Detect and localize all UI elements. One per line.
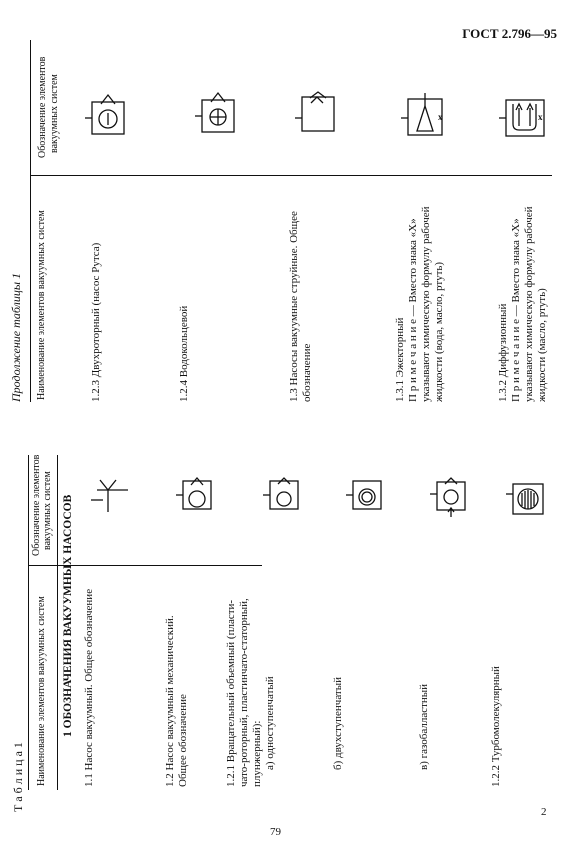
row-1-3-1-note-2: указывают химическую формулу рабочей xyxy=(420,206,432,402)
symbol-pump-ejector xyxy=(401,93,442,135)
row-1-2-3-label: 1.2.3 Двухроторный (насос Рутса) xyxy=(90,242,102,402)
row-1-2-label-2: Общее обозначение xyxy=(177,694,189,787)
row-1-2-1-label-3: плунжерный): xyxy=(251,720,263,787)
row-1-3-2-label: 1.3.2 Диффузионный xyxy=(497,303,509,402)
row-1-2-1-label-2: чато-роторный, пластинчато-статорный, xyxy=(238,598,250,787)
left-header-symbol-2: вакуумных систем xyxy=(42,471,53,550)
symbol-pump-jet xyxy=(295,92,334,131)
page-number-center: 79 xyxy=(270,826,281,838)
symbol-pump-roots xyxy=(85,95,124,134)
diffusion-x-mark: x xyxy=(538,112,543,122)
row-1-2-1-label-4: а) одноступенчатый xyxy=(264,676,276,770)
left-header-name: Наименование элементов вакуумных систем xyxy=(36,596,47,786)
row-1-3-label: 1.3 Насосы вакуумные струйные. Общее xyxy=(288,211,300,402)
right-header-symbol-1: Обозначение элементов xyxy=(37,56,48,158)
continuation-caption: Продолжение таблицы 1 xyxy=(9,272,23,402)
row-1-2-2-label: 1.2.2 Турбомолекулярный xyxy=(490,666,502,787)
row-1-2-4-label: 1.2.4 Водокольцевой xyxy=(178,305,190,402)
table-caption: Т а б л и ц а 1 xyxy=(11,742,25,812)
right-header-name: Наименование элементов вакуумных систем xyxy=(36,210,47,400)
section-title: 1 ОБОЗНАЧЕНИЯ ВАКУУМНЫХ НАСОСОВ xyxy=(62,494,74,737)
row-1-1-label: 1.1 Насос вакуумный. Общее обозначение xyxy=(83,588,95,787)
row-v-label: в) газобалластный xyxy=(418,683,430,770)
document-number: ГОСТ 2.796—95 xyxy=(462,26,557,41)
left-header-symbol-1: Обозначение элементов xyxy=(31,454,42,556)
row-1-2-label: 1.2 Насос вакуумный механический. xyxy=(164,615,176,787)
page-number-right: 2 xyxy=(541,806,547,818)
row-1-3-label-2: обозначение xyxy=(301,343,313,402)
row-1-3-1-note-3: жидкости (вода, масло, ртуть) xyxy=(433,261,445,402)
row-1-3-1-note: П р и м е ч а н и е — Вместо знака «Х» xyxy=(407,218,419,402)
row-1-3-1-label: 1.3.1 Эжекторный xyxy=(394,317,406,402)
row-1-3-2-note-3: жидкости (масло, ртуть) xyxy=(536,288,548,402)
symbol-pump-liquid-ring xyxy=(195,93,234,132)
row-1-3-2-note-2: указывают химическую формулу рабочей xyxy=(523,206,535,402)
right-header-symbol-2: вакуумных систем xyxy=(49,74,60,153)
ejector-x-mark: x xyxy=(438,112,443,122)
row-1-3-2-note: П р и м е ч а н и е — Вместо знака «Х» xyxy=(510,218,522,402)
row-1-2-1-label: 1.2.1 Вращательный объемный (пласти- xyxy=(225,599,237,787)
row-b-label: б) двухступенчатый xyxy=(332,676,344,770)
